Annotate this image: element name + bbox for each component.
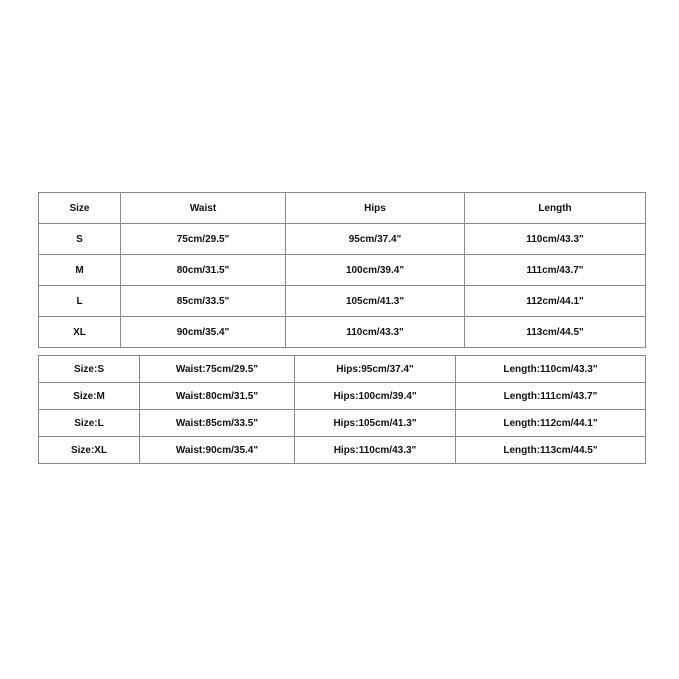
header-size: Size bbox=[39, 193, 121, 224]
table-cell: Length:111cm/43.7" bbox=[456, 383, 646, 410]
table-cell: 85cm/33.5" bbox=[121, 286, 286, 317]
table-cell: 111cm/43.7" bbox=[465, 255, 646, 286]
table-cell: Size:XL bbox=[39, 437, 140, 464]
table-cell: Hips:110cm/43.3" bbox=[295, 437, 456, 464]
table-cell: Waist:85cm/33.5" bbox=[140, 410, 295, 437]
table-cell: S bbox=[39, 224, 121, 255]
table-cell: Size:L bbox=[39, 410, 140, 437]
table-cell: 80cm/31.5" bbox=[121, 255, 286, 286]
size-chart-table bbox=[38, 192, 646, 348]
table-cell: L bbox=[39, 286, 121, 317]
table-cell: Length:113cm/44.5" bbox=[456, 437, 646, 464]
table-row bbox=[39, 437, 646, 464]
table-cell: Waist:90cm/35.4" bbox=[140, 437, 295, 464]
table-row bbox=[39, 410, 646, 437]
table-cell: 95cm/37.4" bbox=[286, 224, 465, 255]
table-cell: M bbox=[39, 255, 121, 286]
table-cell: 105cm/41.3" bbox=[286, 286, 465, 317]
table-row bbox=[39, 255, 646, 286]
table-cell: Size:S bbox=[39, 356, 140, 383]
table-row bbox=[39, 356, 646, 383]
table-cell: Waist:80cm/31.5" bbox=[140, 383, 295, 410]
table-cell: 113cm/44.5" bbox=[465, 317, 646, 348]
table-header-row bbox=[39, 193, 646, 224]
table-cell: Length:110cm/43.3" bbox=[456, 356, 646, 383]
table-cell: Length:112cm/44.1" bbox=[456, 410, 646, 437]
table-cell: 100cm/39.4" bbox=[286, 255, 465, 286]
table-cell: 110cm/43.3" bbox=[465, 224, 646, 255]
table-cell: Hips:95cm/37.4" bbox=[295, 356, 456, 383]
table-cell: 75cm/29.5" bbox=[121, 224, 286, 255]
table-cell: 110cm/43.3" bbox=[286, 317, 465, 348]
table-cell: Size:M bbox=[39, 383, 140, 410]
table-row bbox=[39, 286, 646, 317]
table-cell: Hips:105cm/41.3" bbox=[295, 410, 456, 437]
table-cell: Waist:75cm/29.5" bbox=[140, 356, 295, 383]
header-hips: Hips bbox=[286, 193, 465, 224]
table-cell: 90cm/35.4" bbox=[121, 317, 286, 348]
table-cell: XL bbox=[39, 317, 121, 348]
table-row bbox=[39, 383, 646, 410]
table-cell: Hips:100cm/39.4" bbox=[295, 383, 456, 410]
header-waist: Waist bbox=[121, 193, 286, 224]
table-row bbox=[39, 224, 646, 255]
size-chart-inline-table bbox=[38, 355, 646, 464]
header-length: Length bbox=[465, 193, 646, 224]
table-row bbox=[39, 317, 646, 348]
table-cell: 112cm/44.1" bbox=[465, 286, 646, 317]
